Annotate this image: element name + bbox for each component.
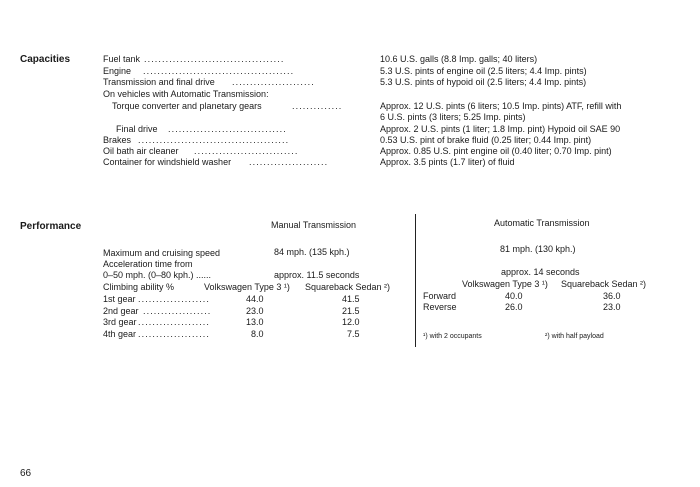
capacity-label: Oil bath air cleaner xyxy=(103,146,179,156)
gear-type3-value: 44.0 xyxy=(246,294,264,304)
capacities-heading: Capacities xyxy=(20,54,71,65)
leader-dots: .......................................... xyxy=(143,66,295,76)
leader-dots: ....................... xyxy=(232,77,315,87)
capacity-value: Approx. 12 U.S. pints (6 liters; 10.5 Imp. pints) ATF, refill with xyxy=(380,101,622,111)
gear-type3-value: 26.0 xyxy=(505,302,523,312)
acceleration-range: 0–50 mph. (0–80 kph.) ...... xyxy=(103,270,212,280)
capacity-value: 5.3 U.S. pints of engine oil (2.5 liters; 4.4 Imp. pints) xyxy=(380,66,587,76)
gear-type3-value: 13.0 xyxy=(246,317,264,327)
performance-heading: Performance xyxy=(20,221,82,232)
gear-squareback-value: 21.5 xyxy=(342,306,360,316)
leader-dots: .................... xyxy=(138,294,211,304)
auto-column-header-type3: Volkswagen Type 3 ¹) xyxy=(462,279,548,289)
capacity-value: 5.3 U.S. pints of hypoid oil (2.5 liters; 4.4 Imp. pints) xyxy=(380,77,587,87)
gear-squareback-value: 7.5 xyxy=(347,329,360,339)
capacity-label: Transmission and final drive xyxy=(103,77,215,87)
climbing-ability-label: Climbing ability % xyxy=(103,282,175,292)
automatic-transmission-heading: Automatic Transmission xyxy=(494,218,590,228)
capacity-label: On vehicles with Automatic Transmission: xyxy=(103,89,269,99)
acceleration-manual: approx. 11.5 seconds xyxy=(274,270,360,280)
leader-dots: .................... xyxy=(138,317,211,327)
gear-squareback-value: 36.0 xyxy=(603,291,621,301)
leader-dots: .................... xyxy=(138,329,211,339)
capacity-value: 10.6 U.S. galls (8.8 Imp. galls; 40 liters) xyxy=(380,54,538,64)
max-speed-label: Maximum and cruising speed xyxy=(103,248,221,258)
gear-squareback-value: 12.0 xyxy=(342,317,360,327)
leader-dots: .......................................... xyxy=(138,135,290,145)
gear-label: 2nd gear xyxy=(103,306,139,316)
leader-dots: ................... xyxy=(143,306,212,316)
capacity-label: Final drive xyxy=(116,124,158,134)
capacity-value: Approx. 2 U.S. pints (1 liter; 1.8 Imp. pint) Hypoid oil SAE 90 xyxy=(380,124,621,134)
max-speed-automatic: 81 mph. (130 kph.) xyxy=(500,244,576,254)
gear-label: 4th gear xyxy=(103,329,137,339)
auto-column-header-squareback: Squareback Sedan ²) xyxy=(561,279,647,289)
capacity-label: Brakes xyxy=(103,135,132,145)
capacity-label: Engine xyxy=(103,66,132,76)
manual-transmission-heading: Manual Transmission xyxy=(271,220,357,230)
column-header-squareback: Squareback Sedan ²) xyxy=(305,282,391,292)
gear-label: Forward xyxy=(423,291,457,301)
gear-type3-value: 40.0 xyxy=(505,291,523,301)
gear-squareback-value: 23.0 xyxy=(603,302,621,312)
column-divider xyxy=(415,214,416,347)
capacity-label: Container for windshield washer xyxy=(103,157,232,167)
capacity-value-continued: 6 U.S. pints (3 liters; 5.25 Imp. pints) xyxy=(380,112,526,122)
gear-label: Reverse xyxy=(423,302,457,312)
capacity-label: Torque converter and planetary gears xyxy=(112,101,262,111)
leader-dots: ................................. xyxy=(168,124,287,134)
gear-type3-value: 8.0 xyxy=(251,329,264,339)
acceleration-label: Acceleration time from xyxy=(103,259,193,269)
column-header-type3: Volkswagen Type 3 ¹) xyxy=(204,282,290,292)
gear-label: 3rd gear xyxy=(103,317,137,327)
footnote-payload: ²) with half payload xyxy=(545,333,604,340)
capacity-value: Approx. 3.5 pints (1.7 liter) of fluid xyxy=(380,157,515,167)
capacity-value: Approx. 0.85 U.S. pint engine oil (0.40 liter; 0.70 Imp. pint) xyxy=(380,146,612,156)
max-speed-manual: 84 mph. (135 kph.) xyxy=(274,247,350,257)
capacity-value: 0.53 U.S. pint of brake fluid (0.25 liter; 0.44 Imp. pint) xyxy=(380,135,592,145)
leader-dots: ............................. xyxy=(194,146,299,156)
gear-squareback-value: 41.5 xyxy=(342,294,360,304)
gear-type3-value: 23.0 xyxy=(246,306,264,316)
footnote-occupants: ¹) with 2 occupants xyxy=(423,333,482,340)
leader-dots: ....................................... xyxy=(144,54,285,64)
leader-dots: .............. xyxy=(292,101,343,111)
gear-label: 1st gear xyxy=(103,294,136,304)
leader-dots: ...................... xyxy=(249,157,329,167)
acceleration-automatic: approx. 14 seconds xyxy=(501,267,580,277)
page-number: 66 xyxy=(20,468,32,479)
capacity-label: Fuel tank xyxy=(103,54,141,64)
